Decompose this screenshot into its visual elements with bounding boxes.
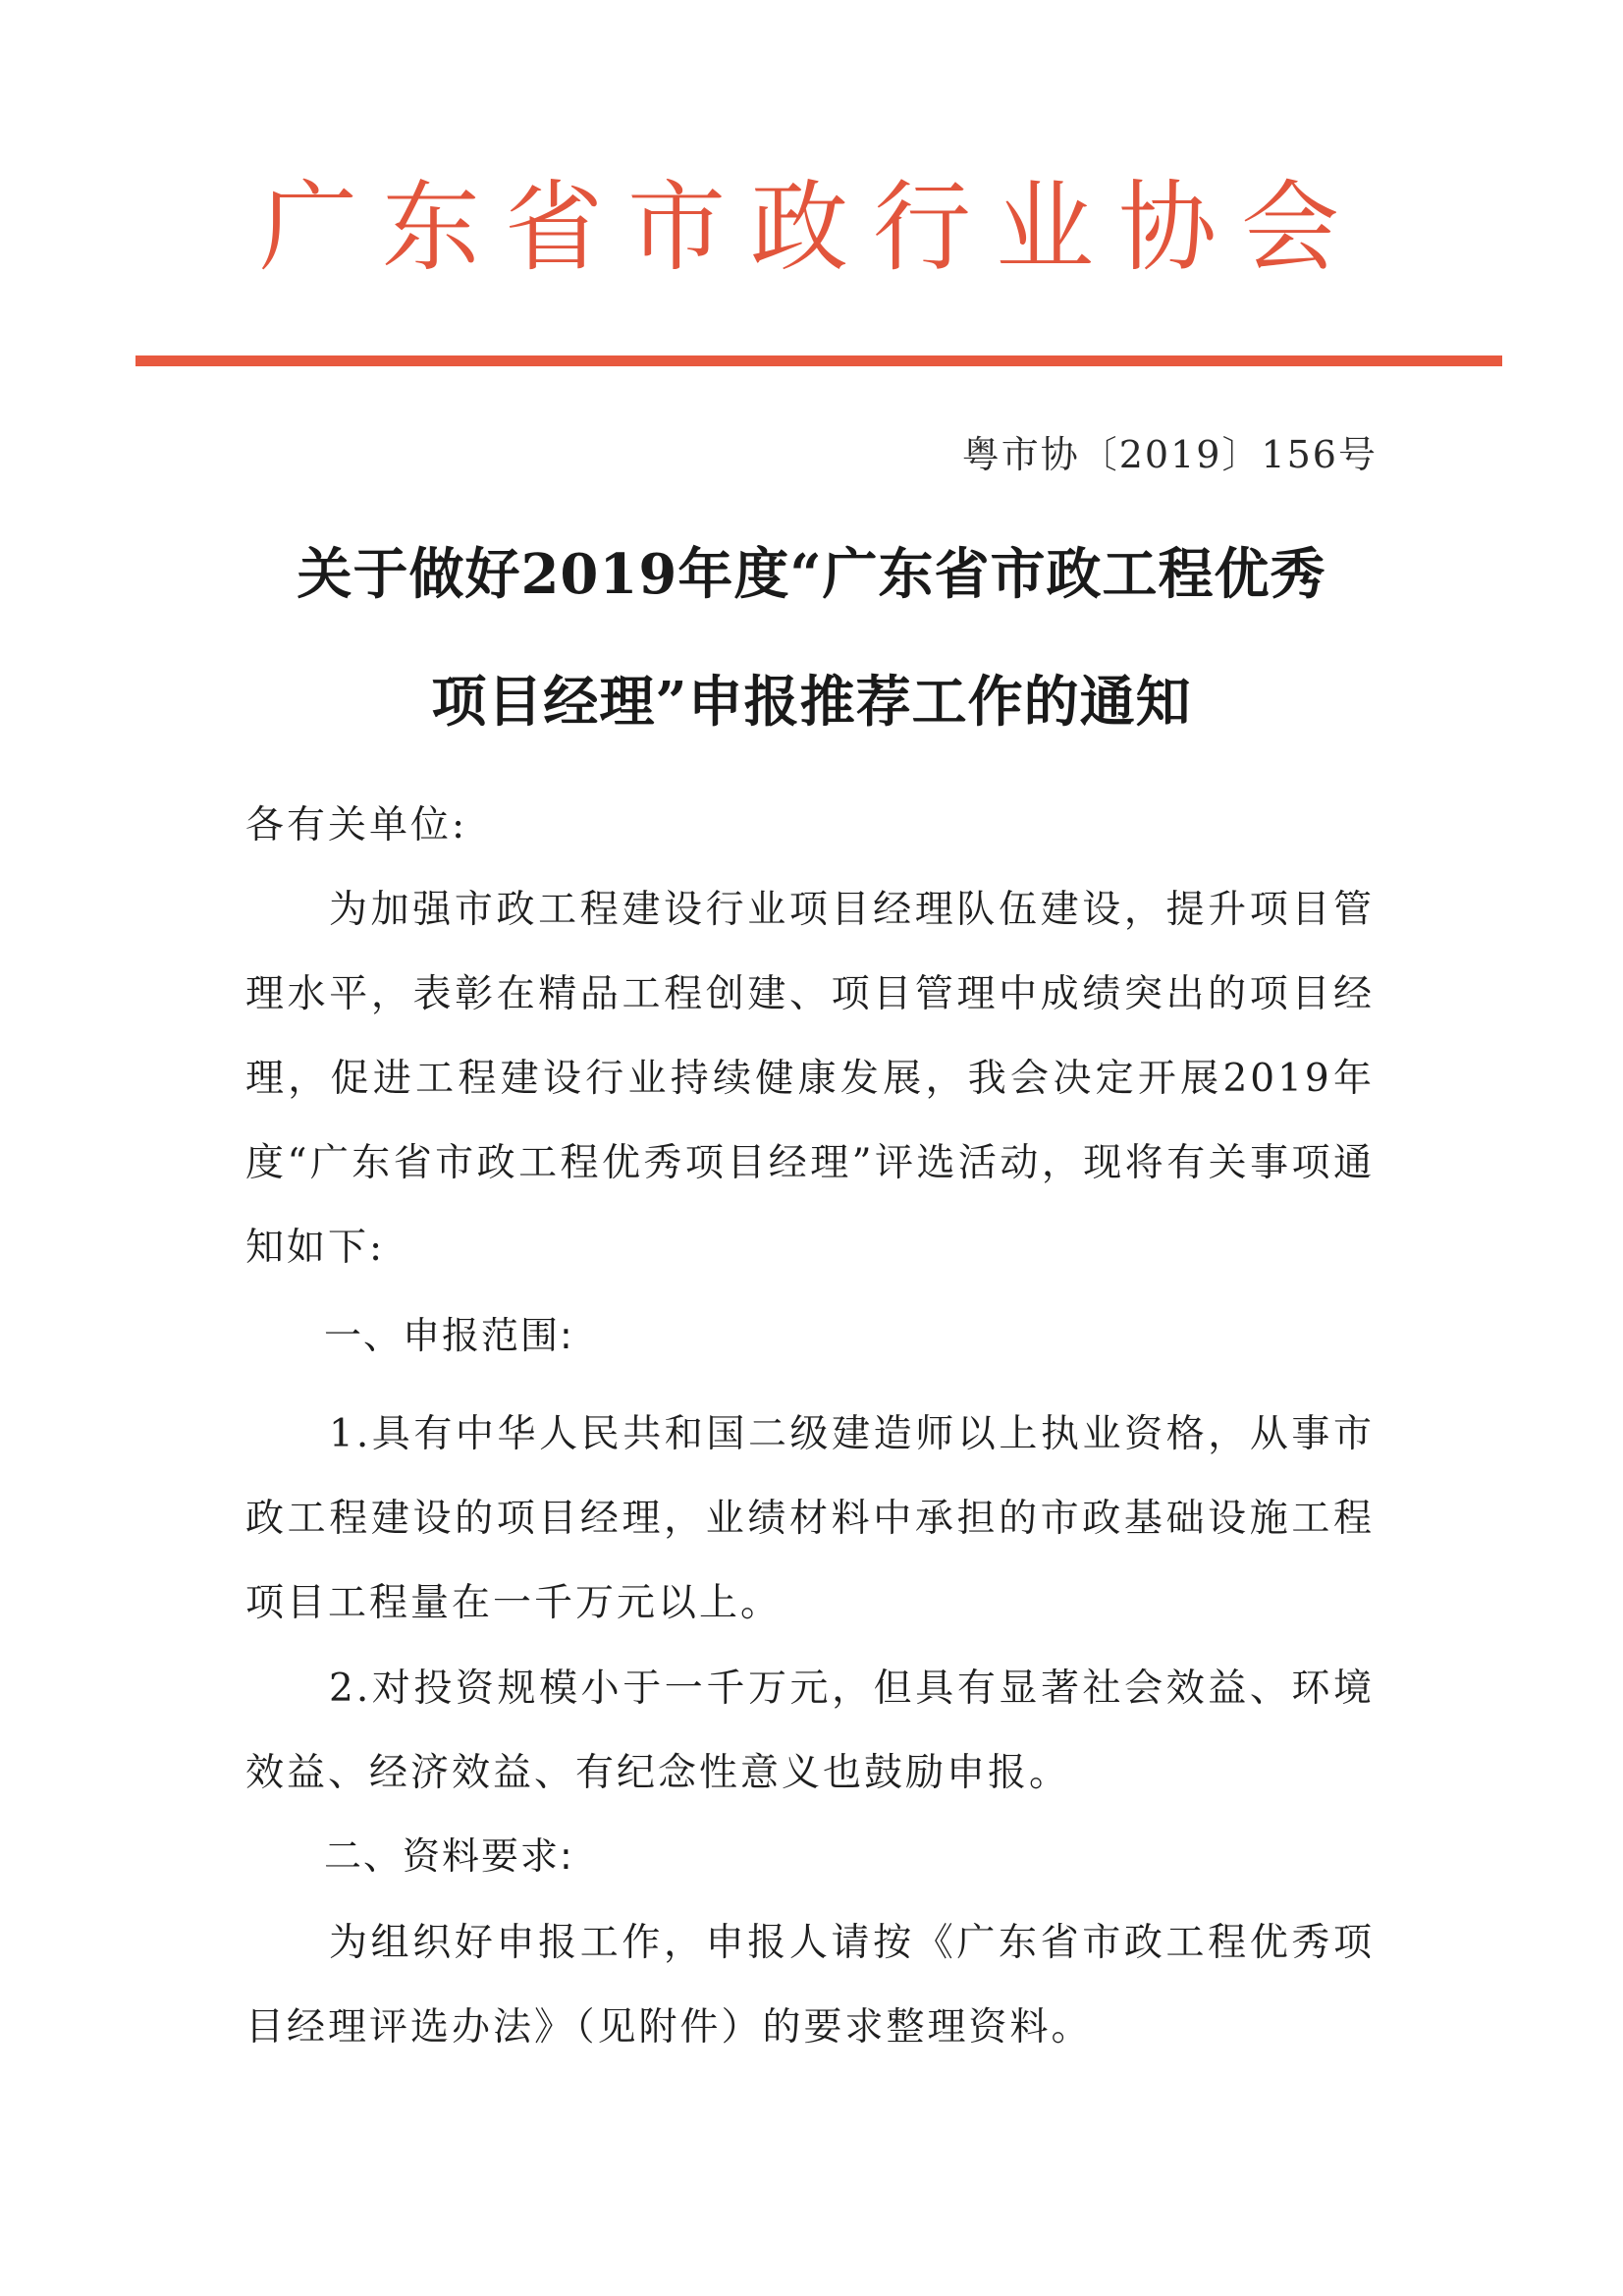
- salutation: 各有关单位:: [245, 803, 468, 847]
- letterhead-divider: [135, 355, 1502, 366]
- scope-item-2: 2.对投资规模小于一千万元，但具有显著社会效益、环境效益、经济效益、有纪念性意义也鼓励申报。: [245, 1667, 1375, 1795]
- document-number: 粤市协〔2019〕156号: [961, 433, 1378, 476]
- intro-paragraph: 为加强市政工程建设行业项目经理队伍建设，提升项目管理水平，表彰在精品工程创建、项目管理中成绩突出的项目经理，促进工程建设行业持续健康发展，我会决定开展2019年度“广东省市政工程优秀项目经理”评选活动，现将有关事项通知如下:: [245, 888, 1375, 1270]
- document-title-line-1: 关于做好2019年度“广东省市政工程优秀: [297, 542, 1326, 607]
- section-heading-scope: 一、申报范围:: [324, 1314, 574, 1357]
- scope-item-1: 1.具有中华人民共和国二级建造师以上执业资格，从事市政工程建设的项目经理，业绩材料中承担的市政基础设施工程项目工程量在一千万元以上。: [245, 1412, 1375, 1625]
- organization-letterhead: 广东省市政行业协会: [259, 170, 1364, 285]
- section-heading-materials: 二、资料要求:: [324, 1834, 574, 1878]
- materials-paragraph: 为组织好申报工作，申报人请按《广东省市政工程优秀项目经理评选办法》（见附件）的要求整理资料。: [245, 1921, 1375, 2050]
- document-title-line-2: 项目经理”申报推荐工作的通知: [431, 670, 1192, 735]
